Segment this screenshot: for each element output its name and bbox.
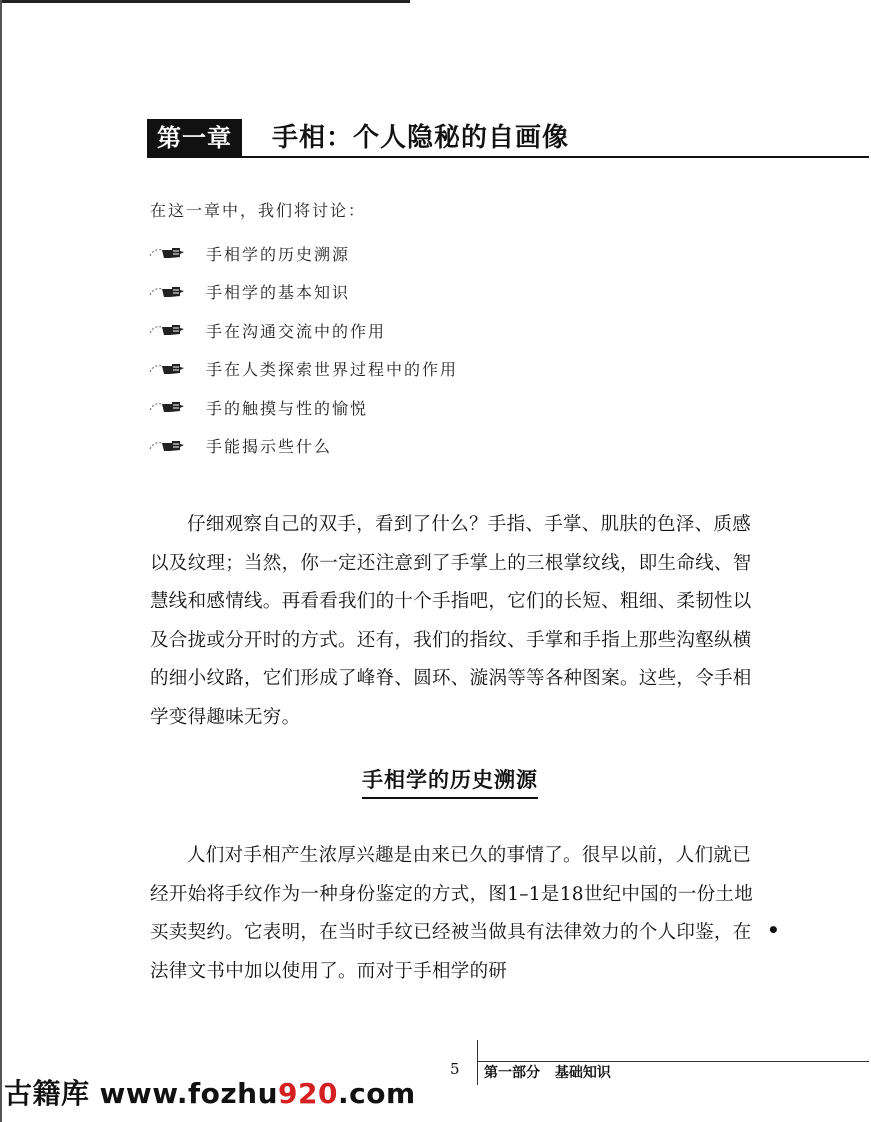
pointing-hand-icon: [148, 435, 188, 457]
top-border-rule: [0, 0, 410, 3]
watermark: [4, 1072, 416, 1112]
page-number: 5: [450, 1060, 460, 1078]
topic-item: [148, 273, 458, 312]
topic-item: [148, 350, 458, 389]
part-label: 第一部分 基础知识: [484, 1065, 611, 1081]
page-left-edge: [0, 0, 2, 1122]
topic-item: [148, 427, 458, 466]
intro-text: 在这一章中，我们将讨论：: [150, 201, 367, 220]
pointing-hand-icon: [148, 281, 188, 303]
watermark-url-suffix: .com: [338, 1077, 416, 1110]
body-paragraph-2: 人们对手相产生浓厚兴趣是由来已久的事情了。很早以前，人们就已经开始将手纹作为一种身份鉴定的方式，图1–1是18世纪中国的一份土地买卖契约。它表明，在当时手纹已经被当做具有法律效力的个人印鉴，在法律文书中加以使用了。而对于手相学的研: [150, 845, 754, 982]
body-paragraph-1: 仔细观察自己的双手，看到了什么？手指、手掌、肌肤的色泽、质感以及纹理；当然，你一定还注意到了手掌上的三根掌纹线，即生命线、智慧线和感情线。再看看我们的十个手指吧，它们的长短、粗细、柔韧性以及合拢或分开时的方式。还有，我们的指纹、手掌和手指上那些沟壑纵横的细小纹路，它们形成了峰脊、圆环、漩涡等等各种图案。这些，令手相学变得趣味无穷。: [150, 514, 752, 728]
chapter-title: 手相：个人隐秘的自画像: [272, 123, 570, 153]
footer-divider-vertical: [477, 1040, 478, 1085]
section-heading: [0, 764, 871, 799]
topic-label: 手在人类探索世界过程中的作用: [206, 360, 459, 380]
topic-item: [148, 234, 458, 273]
section-title: 手相学的历史溯源: [362, 764, 538, 799]
topic-label: 手相学的基本知识: [206, 283, 351, 303]
topic-label: 手能揭示些什么: [206, 437, 333, 457]
topic-item: [148, 311, 458, 350]
chapter-rule: [147, 156, 869, 158]
pointing-hand-icon: [148, 358, 188, 380]
topic-label: 手相学的历史溯源: [206, 244, 351, 264]
topic-item: [148, 388, 458, 427]
pointing-hand-icon: [148, 319, 188, 341]
topic-label: 手的触摸与性的愉悦: [206, 398, 369, 418]
watermark-url-prefix: www.fozhu: [99, 1077, 279, 1110]
pointing-hand-icon: [148, 396, 188, 418]
margin-dot: •: [767, 918, 780, 942]
topic-label: 手在沟通交流中的作用: [206, 321, 387, 341]
chapter-label: 第一章: [147, 119, 242, 157]
topic-list: [148, 234, 458, 465]
watermark-cn: 古籍库: [4, 1077, 90, 1110]
pointing-hand-icon: [148, 242, 188, 264]
watermark-url-number: 920: [278, 1077, 338, 1110]
chapter-heading: [147, 113, 869, 157]
